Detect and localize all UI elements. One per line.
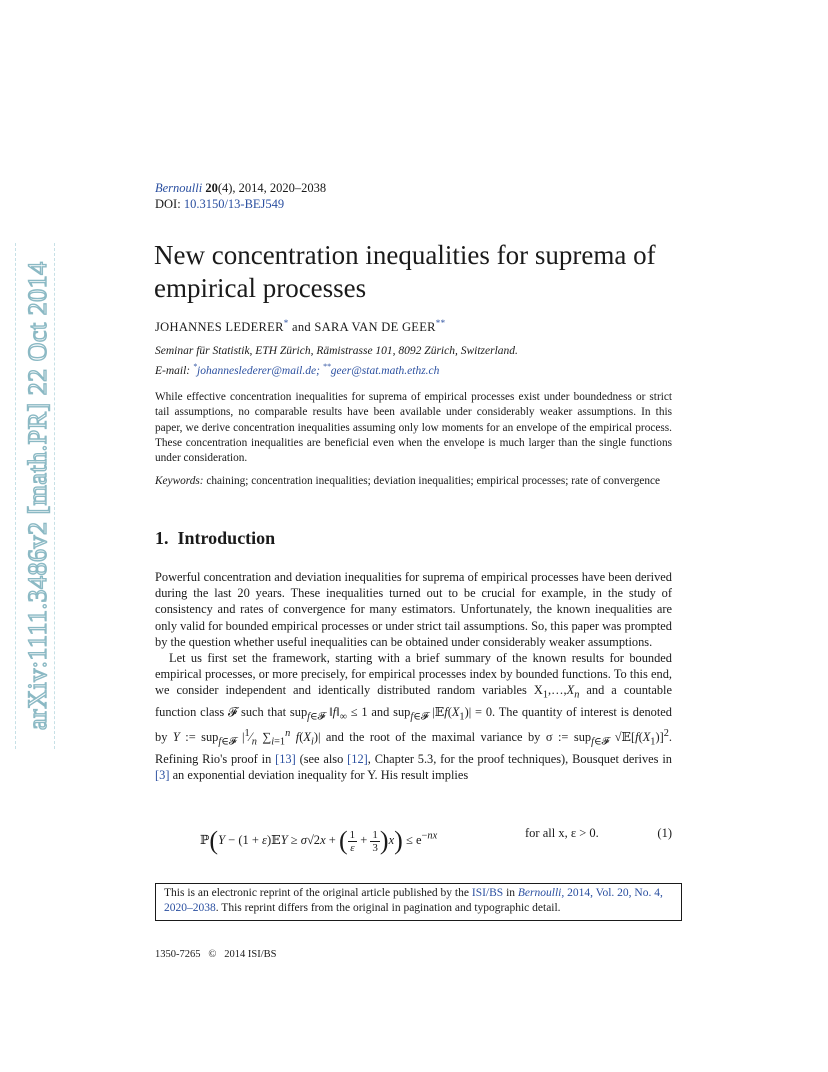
paragraph-2: Let us first set the framework, starting with a brief summary of the known results for bounded empirical processes, or more precisely, for empirical processes index by bounded functions. To this end, we consider independent and identically distributed random variables $X_1,\dots,X_n$ and a countable function class 𝓕 such that sup$_{f\in 𝓕}$ $‖f‖_\infty \le 1$ and sup$_{f\in 𝓕}$ $|𝔼f(X_1)| = 0$. The quantity of interest is denoted by Y := sup$_{f\in 𝓕}$ $|^1⁄_n$ $\sum_{i=1}^n$ $f(X_i)|$ and the root of the maximal variance by σ := sup$_{f\in 𝓕}$ $√𝔼[f(X_1)]^2$. Refining Rio's proof in [13] (see also [12], Chapter 5.3, for the proof techniques), Bousquet derives in [3] an exponential deviation inequality for Y. His result implies (155, 651, 672, 782)
reprint-citation-link[interactable]: 2014, Vol. 20, No. 4, 2020–2038 (164, 887, 663, 915)
affiliation-block (155, 344, 518, 379)
para2-text-3: and the root of the maximal variance by σ := sup (325, 729, 592, 744)
authors (155, 318, 445, 335)
para2-text-5: (see also (299, 751, 344, 766)
introduction-body (155, 569, 672, 783)
keywords (155, 474, 672, 489)
author-1-mark[interactable]: * (283, 318, 289, 328)
citation-3[interactable]: [3] (155, 767, 170, 782)
para2-text-6: , Chapter 5.3, for the proof techniques), Bousquet derives in (367, 751, 672, 766)
paragraph-1: Powerful concentration and deviation inequalities for suprema of empirical processes have been derived during the last 20 years. These inequalities turned out to be crucial for example, in the study of consistency and rates of convergence for many estimators. Unfortunately, the known inequalities are only valid for bounded empirical processes or under strict tail assumptions. So, this paper was prompted by the question whether useful inequalities can be obtained under considerably weaker assumptions. (155, 570, 672, 649)
keywords-label: Keywords: (155, 475, 204, 487)
reprint-text-3: . This reprint differs from the original in pagination and typographic detail. (215, 902, 561, 915)
citation-12[interactable]: [12] (347, 751, 368, 766)
equation-1-number: (1) (657, 826, 672, 840)
doi-link[interactable]: 10.3150/13-BEJ549 (183, 197, 285, 211)
email-1-mark: * (193, 362, 198, 371)
para2-text-4: . Refining Rio's proof in (155, 729, 672, 766)
para2-text-2: and a countable function class 𝓕 such that sup (155, 683, 672, 720)
volume: 20 (205, 181, 218, 195)
keywords-text: chaining; concentration inequalities; deviation inequalities; empirical processes; rate of convergence (206, 475, 661, 487)
equation-1-formula: ℙ(Y − (1 + ε)𝔼Y ≥ σ√2x + ( $\frac{1}{\varepsilon}$ + $\frac{1}{3}$ )$x) \le e^{-nx}$ (200, 826, 438, 855)
section-title: Introduction (177, 528, 276, 548)
authors-and: and (292, 320, 311, 335)
footer (155, 949, 276, 960)
journal-header (155, 180, 326, 212)
footer-year-org: 2014 ISI/BS (224, 949, 277, 960)
para2-text-7: an exponential deviation inequality for Y. His result implies (172, 767, 469, 782)
reprint-text-1: This is an electronic reprint of the original article published by the (164, 887, 469, 899)
arxiv-identifier-stamp: arXiv:1111.3486v2 [math.PR] 22 Oct 2014 (23, 261, 52, 731)
citation-13[interactable]: [13] (275, 751, 296, 766)
copyright-icon: © (208, 949, 217, 960)
doi-label: DOI: (155, 197, 181, 211)
author-2: SARA VAN DE GEER (314, 320, 436, 335)
isibs-link[interactable]: ISI/BS (471, 887, 504, 899)
email-label: E-mail: (155, 364, 191, 377)
section-number: 1. (155, 528, 169, 548)
author-2-mark[interactable]: ** (435, 318, 446, 328)
issue-pages: (4), 2014, 2020–2038 (217, 181, 327, 195)
email-2-mark: ** (322, 362, 331, 371)
reprint-text-2: in (506, 887, 516, 899)
journal-link[interactable]: Bernoulli (155, 181, 203, 195)
abstract: While effective concentration inequalities for suprema of empirical processes exist under boundedness or strict tail assumptions, no comparable results have been available under considerably weaker assumptions. In this paper, we derive concentration inequalities assuming only low moments for an envelope of the empirical process. These concentration inequalities are beneficial even when the envelope is much larger than the single functions under consideration. (155, 391, 672, 465)
author-1: JOHANNES LEDERER (155, 320, 284, 335)
para2-text-1: Let us first set the framework, starting with a brief summary of the known results for bounded empirical processes, or more precisely, for empirical processes index by bounded functions. To this end, we consider independent and identically distributed random variables X (155, 651, 672, 698)
section-heading (155, 528, 275, 549)
reprint-notice-box (155, 883, 682, 921)
email-1-link[interactable]: johanneslederer@mail.de; (197, 364, 320, 377)
reprint-journal-link[interactable]: Bernoulli, (517, 887, 565, 899)
email-2-link[interactable]: geer@stat.math.ethz.ch (330, 364, 440, 377)
affiliation: Seminar für Statistik, ETH Zürich, Rämistrasse 101, 8092 Zürich, Switzerland. (155, 345, 518, 357)
equation-1 (200, 818, 672, 858)
issn: 1350-7265 (155, 949, 201, 960)
email-line (155, 359, 518, 379)
equation-1-condition: for all x, ε > 0. (525, 826, 599, 840)
paper-title: New concentration inequalities for suprema of empirical processes (154, 240, 656, 303)
